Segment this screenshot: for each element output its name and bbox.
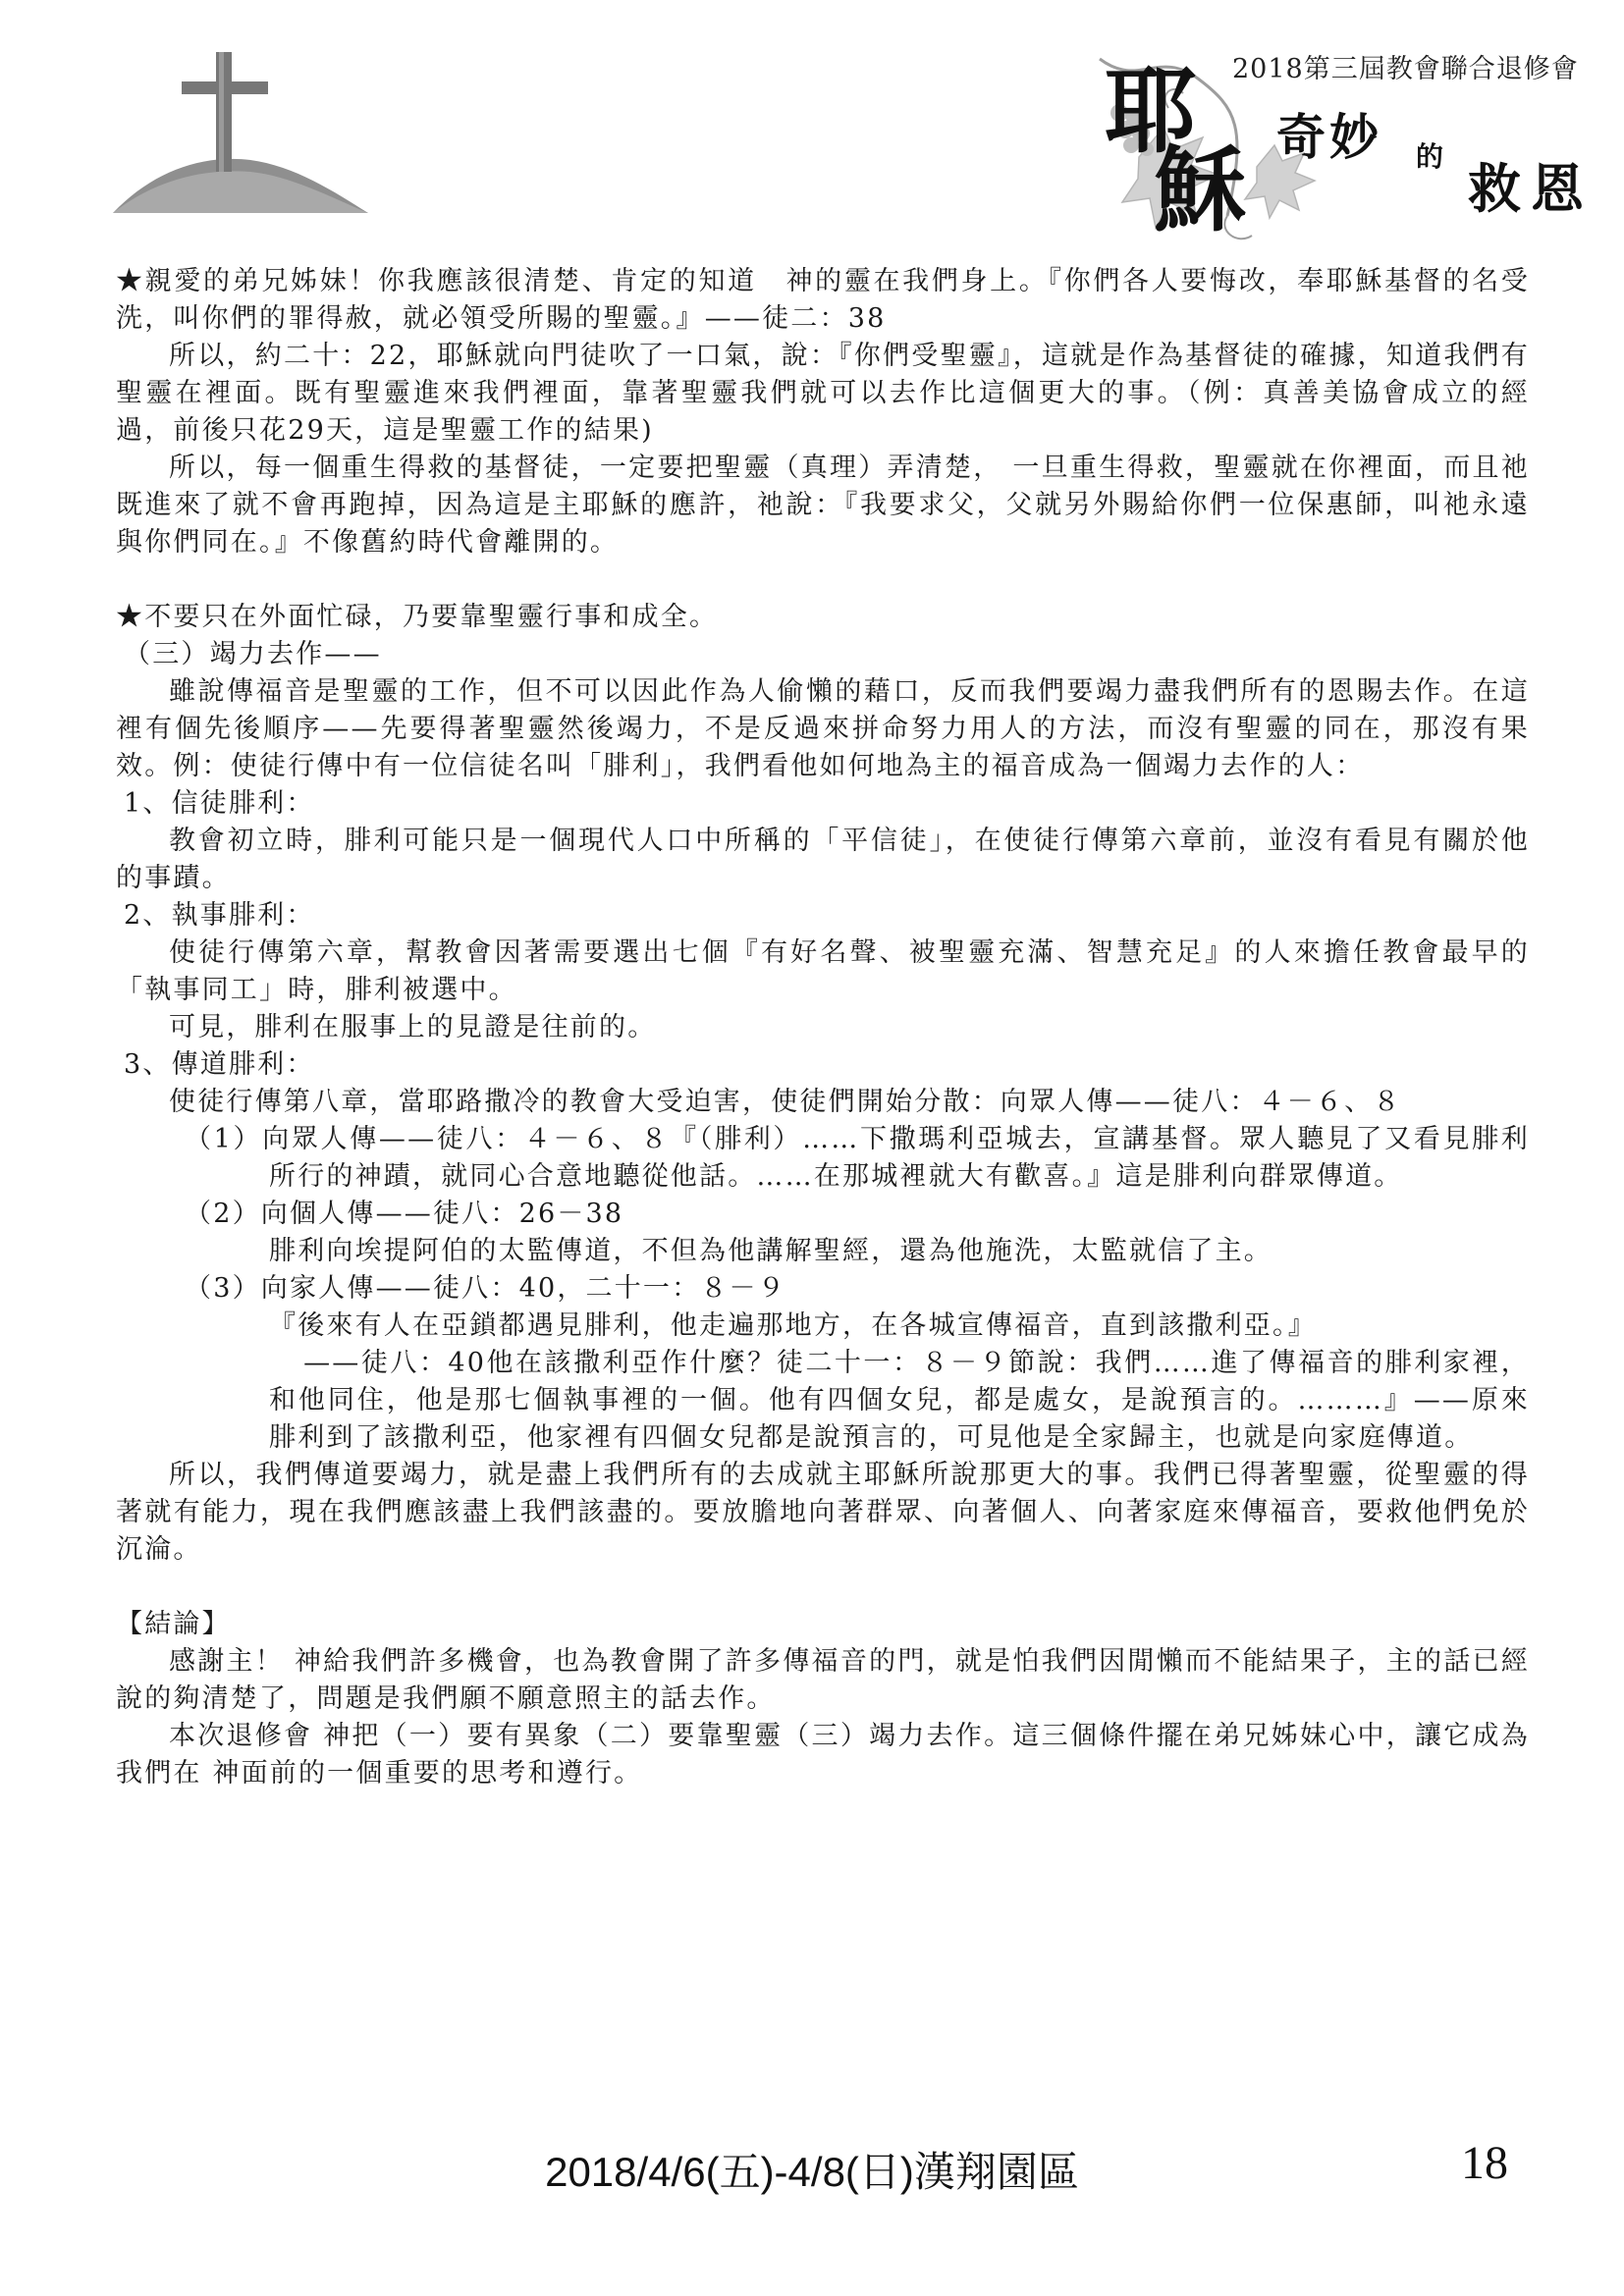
title-jiuen: 救恩 (1468, 157, 1594, 220)
list-item-detail: 『後來有人在亞鎖都遇見腓利，他走遍那地方，在各城宣傳福音，直到該撒利亞。』 (269, 1310, 1317, 1341)
paragraph: 感謝主！ 神給我們許多機會，也為教會開了許多傳福音的門，就是怕我們因閒懶而不能結果子，主的話已經說的夠清楚了，問題是我們願不願意照主的話去作。 (116, 1646, 1530, 1714)
page-header (0, 0, 1624, 245)
list-heading: 3、傳道腓利： (124, 1049, 315, 1080)
list-item-detail: ——徒八：40他在該撒利亞作什麼？徒二十一：８－９節說：我們……進了傳福音的腓利家裡，和他同住，他是那七個執事裡的一個。他有四個女兒，都是處女，是說預言的。………』——原來腓利到了該撒利亞，他家裡有四個女兒都是說預言的，可見他是全家歸主，也就是向家庭傳道。 (269, 1348, 1530, 1453)
title-char-su: 穌 (1154, 136, 1247, 244)
paragraph: 本次退修會 神把（一）要有異象（二）要靠聖靈（三）竭力去作。這三個條件擺在弟兄姊妹心中，讓它成為我們在 神面前的一個重要的思考和遵行。 (116, 1721, 1530, 1789)
paragraph: 所以，我們傳道要竭力，就是盡上我們所有的去成就主耶穌所說那更大的事。我們已得著聖靈，從聖靈的得著就有能力，現在我們應該盡上我們該盡的。要放膽地向著群眾、向著個人、向著家庭來傳福音，要救他們免於沉淪。 (116, 1460, 1530, 1565)
paragraph: 使徒行傳第八章，當耶路撒冷的教會大受迫害，使徒們開始分散：向眾人傳——徒八：４－６、８ (169, 1087, 1402, 1117)
paragraph: 所以，約二十：22，耶穌就向門徒吹了一口氣，說：『你們受聖靈』，這就是作為基督徒的確據，知道我們有聖靈在裡面。既有聖靈進來我們裡面，靠著聖靈我們就可以去作比這個更大的事。（例：真善美協會成立的經過，前後只花29天，這是聖靈工作的結果) (116, 341, 1530, 446)
paragraph: 教會初立時，腓利可能只是一個現代人口中所稱的「平信徒」，在使徒行傳第六章前，並沒有看見有關於他的事蹟。 (116, 826, 1530, 893)
list-item-detail: 腓利向埃提阿伯的太監傳道，不但為他講解聖經，還為他施洗，太監就信了主。 (269, 1236, 1272, 1266)
list-item: （2）向個人傳——徒八：26－38 (185, 1199, 624, 1229)
conclusion-heading: 【結論】 (116, 1609, 231, 1639)
subsection-heading: （三）竭力去作—— (124, 639, 382, 669)
article-body (116, 263, 1530, 1792)
footer-date: 2018/4/6(五)-4/8(日)漢翔園區 (545, 2149, 1079, 2195)
paragraph: 所以，每一個重生得救的基督徒，一定要把聖靈（真理）弄清楚， 一旦重生得救，聖靈就在你裡面，而且祂既進來了就不會再跑掉，因為這是主耶穌的應許，祂說：『我要求父，父就另外賜給你們一位保惠師，叫祂永遠與你們同在。』不像舊約時代會離開的。 (116, 453, 1530, 558)
list-heading: 2、執事腓利： (124, 900, 315, 931)
list-heading: 1、信徒腓利： (124, 788, 315, 819)
page-number: 18 (1461, 2137, 1508, 2189)
paragraph: 雖說傳福音是聖靈的工作，但不可以因此作為人偷懶的藉口，反而我們要竭力盡我們所有的恩賜去作。在這裡有個先後順序——先要得著聖靈然後竭力，不是反過來拼命努力用人的方法，而沒有聖靈的同在，那沒有果效。例：使徒行傳中有一位信徒名叫「腓利」，我們看他如何地為主的福音成為一個竭力去作的人： (116, 676, 1530, 781)
paragraph: 使徒行傳第六章，幫教會因著需要選出七個『有好名聲、被聖靈充滿、智慧充足』的人來擔任教會最早的「執事同工」時，腓利被選中。 (116, 937, 1530, 1005)
paragraph: 可見，腓利在服事上的見證是往前的。 (169, 1012, 657, 1042)
list-item: （3）向家人傳——徒八：40，二十一：８－９ (185, 1273, 786, 1304)
section-heading: ★不要只在外面忙碌，乃要靠聖靈行事和成全。 (116, 602, 719, 632)
paragraph: ★親愛的弟兄姊妹！你我應該很清楚、肯定的知道 神的靈在我們身上。『你們各人要悔改，奉耶穌基督的名受洗，叫你們的罪得赦，就必領受所賜的聖靈。』——徒二：38 (116, 266, 1530, 334)
title-de: 的 (1416, 140, 1444, 173)
cross-on-hill-icon (113, 44, 368, 221)
event-name: 2018第三屆教會聯合退修會 (1232, 54, 1579, 84)
list-item: （1）向眾人傳——徒八：４－６、８『（腓利）……下撒瑪利亞城去，宣講基督。眾人聽見了又看見腓利所行的神蹟，就同心合意地聽從他話。……在那城裡就大有歡喜。』這是腓利向群眾傳道。 (185, 1124, 1530, 1192)
title-qimiao: 奇妙 (1276, 108, 1382, 166)
title-char-ye: 耶 (1105, 58, 1198, 166)
